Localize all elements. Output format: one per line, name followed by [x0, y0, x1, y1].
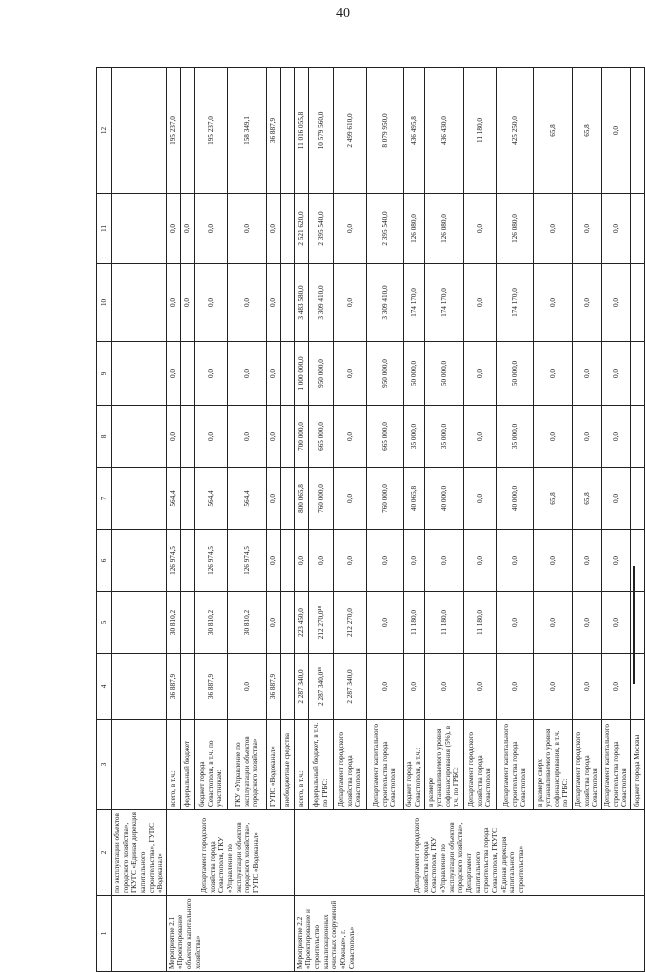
value-cell: 0,0: [366, 654, 403, 720]
value-cell: 0,0: [333, 342, 366, 406]
value-cell: 0,0: [496, 654, 533, 720]
col-header: 1: [97, 896, 112, 972]
source-cell: Департамент капитального строительства города Севастополя: [496, 720, 533, 810]
value-cell: 0,0: [166, 342, 180, 406]
value-cell: 0,0: [366, 592, 403, 654]
value-cell: 0,0: [266, 530, 280, 592]
value-cell: 223 450,0: [294, 592, 308, 654]
value-cell: 436 430,0: [424, 68, 463, 194]
value-cell: 40 000,0: [424, 468, 463, 530]
value-cell: 665 000,0: [308, 406, 333, 468]
source-cell: ГКУ «Управление по эксплуатации объектов городского хозяйства»: [227, 720, 266, 810]
value-cell: 0,0: [180, 264, 194, 342]
source-cell: Департамент городского хозяйства города Севастополя: [572, 720, 601, 810]
value-cell: 0,0: [572, 264, 601, 342]
budget-table-sheet: [96, 68, 642, 972]
value-cell: 126 974,5: [227, 530, 266, 592]
value-cell: 126 080,0: [424, 194, 463, 264]
table-row: [294, 68, 308, 972]
value-cell: 158 349,1: [227, 68, 266, 194]
col-header: 10: [97, 264, 112, 342]
value-cell: 0,0: [227, 194, 266, 264]
value-cell: 0,0: [601, 654, 630, 720]
value-cell: 0,0: [194, 406, 227, 468]
value-cell: 0,0: [572, 530, 601, 592]
value-cell: 36 887,9: [266, 68, 280, 194]
value-cell: 174 170,0: [403, 264, 424, 342]
value-cell: 2 287 340,0: [333, 654, 366, 720]
value-cell: 11 016 055,8: [294, 68, 308, 194]
participant-cell: Департамент городского хозяйства города Севастополя, ГКУ «Управление по эксплуатации объектов городского хозяйства», ГУПС «Водоканал»: [166, 810, 294, 896]
source-cell: ГУПС «Водоканал»: [266, 720, 280, 810]
value-cell: [180, 654, 194, 720]
table-cell: [112, 896, 167, 972]
value-cell: 0,0: [424, 530, 463, 592]
col-header: 12: [97, 68, 112, 194]
source-cell: Департамент городского хозяйства города Севастополя: [463, 720, 496, 810]
value-cell: 0,0: [294, 530, 308, 592]
value-cell: 0,0: [601, 68, 630, 194]
value-cell: 0,0: [496, 592, 533, 654]
value-cell: 65,8: [533, 68, 572, 194]
value-cell: 65,8: [572, 468, 601, 530]
value-cell: 50 000,0: [424, 342, 463, 406]
value-cell: 0,0: [572, 194, 601, 264]
value-cell: 126 080,0: [403, 194, 424, 264]
value-cell: 0,0: [533, 592, 572, 654]
value-cell: 0,0: [194, 194, 227, 264]
value-cell: 0,0: [601, 406, 630, 468]
value-cell: 425 250,0: [496, 68, 533, 194]
value-cell: 0,0: [333, 468, 366, 530]
value-cell: [180, 592, 194, 654]
value-cell: 174 170,0: [424, 264, 463, 342]
value-cell: 2 395 540,0: [366, 194, 403, 264]
value-cell: 950 000,0: [308, 342, 333, 406]
value-cell: 126 974,5: [166, 530, 180, 592]
activity-cell: Мероприятие 2.2 «Проектирование и строительство канализационных очистных сооружений «Южные», г. Севастополь»: [294, 896, 644, 972]
source-cell: Департамент капитального строительства города Севастополя: [601, 720, 630, 810]
col-header: 6: [97, 530, 112, 592]
value-cell: 2 287 340,0: [294, 654, 308, 720]
source-cell: Департамент городского хозяйства города Севастополя: [333, 720, 366, 810]
value-cell: 195 237,0: [194, 68, 227, 194]
value-cell: 760 000,0: [308, 468, 333, 530]
value-cell: 0,0: [227, 342, 266, 406]
value-cell: 0,0: [572, 406, 601, 468]
value-cell: 436 495,8: [403, 68, 424, 194]
column-number-row: [97, 68, 112, 972]
table-cell: [112, 720, 167, 810]
value-cell: 2 499 610,0: [333, 68, 366, 194]
value-cell: 8 079 950,0: [366, 68, 403, 194]
value-cell: 50 000,0: [496, 342, 533, 406]
value-cell: 36 887,9: [166, 654, 180, 720]
value-cell: 126 080,0: [496, 194, 533, 264]
value-cell: 10 579 560,0: [308, 68, 333, 194]
value-cell: 0,0: [463, 654, 496, 720]
value-cell: 212 270,0¹⁸: [308, 592, 333, 654]
value-cell: 564,4: [227, 468, 266, 530]
value-cell: 564,4: [194, 468, 227, 530]
source-cell: всего, в т.ч.:: [294, 720, 308, 810]
source-cell: в размере сверх устанавливаемого уровня софинансирования, в т.ч. по ГРБС:: [533, 720, 572, 810]
value-cell: 35 000,0: [496, 406, 533, 468]
col-header: 9: [97, 342, 112, 406]
value-cell: 40 000,0: [496, 468, 533, 530]
value-cell: 0,0: [194, 264, 227, 342]
value-cell: 564,4: [166, 468, 180, 530]
col-header: 3: [97, 720, 112, 810]
value-cell: 3 309 410,0: [308, 264, 333, 342]
value-cell: 30 810,2: [166, 592, 180, 654]
source-cell: бюджет города Севастополя, в т.ч. по участникам:: [194, 720, 227, 810]
value-cell: 0,0: [166, 406, 180, 468]
value-cell: 1 000 000,0: [294, 342, 308, 406]
value-cell: 11 180,0: [403, 592, 424, 654]
col-header: 2: [97, 810, 112, 896]
value-cell: 0,0: [266, 194, 280, 264]
value-cell: 50 000,0: [403, 342, 424, 406]
value-cell: 2 395 540,0: [308, 194, 333, 264]
col-header: 4: [97, 654, 112, 720]
value-cell: 0,0: [227, 406, 266, 468]
value-cell: 0,0: [366, 530, 403, 592]
value-cell: 30 810,2: [194, 592, 227, 654]
value-cell: 0,0: [180, 194, 194, 264]
participant-cell: по эксплуатации объектов городского хозяйства», ГКУГС «Единая дирекция капитального строительства», ГУПС «Водоканал»: [112, 810, 167, 896]
value-cell: 174 170,0: [496, 264, 533, 342]
value-cell: 0,0: [533, 406, 572, 468]
value-cell: 950 000,0: [366, 342, 403, 406]
value-cell: 0,0: [266, 264, 280, 342]
source-cell: внебюджетные средства: [280, 720, 294, 810]
value-cell: 36 887,9: [266, 654, 280, 720]
value-cell: 11 180,0: [424, 592, 463, 654]
value-cell: 195 237,0: [166, 68, 180, 194]
col-header: 5: [97, 592, 112, 654]
value-cell: [180, 530, 194, 592]
col-header: 11: [97, 194, 112, 264]
value-cell: 0,0: [333, 406, 366, 468]
value-cell: 0,0: [601, 468, 630, 530]
table-row: [166, 68, 180, 972]
source-cell: федеральный бюджет: [180, 720, 194, 810]
value-cell: 0,0: [266, 592, 280, 654]
value-cell: 0,0: [533, 530, 572, 592]
value-cell: 11 180,0: [463, 68, 496, 194]
value-cell: 0,0: [601, 194, 630, 264]
value-cell: 212 270,0: [333, 592, 366, 654]
value-cell: 11 180,0: [463, 592, 496, 654]
value-cell: 0,0: [533, 342, 572, 406]
value-cell: 0,0: [227, 264, 266, 342]
source-cell: Департамент капитального строительства города Севастополя: [366, 720, 403, 810]
value-cell: 0,0: [533, 654, 572, 720]
source-cell: всего, в т.ч.:: [166, 720, 180, 810]
margin-mark: [633, 566, 635, 684]
page-number: 40: [336, 6, 350, 21]
value-cell: 35 000,0: [424, 406, 463, 468]
budget-table: [96, 67, 645, 972]
value-cell: 2 287 340,0¹⁸: [308, 654, 333, 720]
value-cell: 0,0: [601, 342, 630, 406]
value-cell: 36 887,9: [194, 654, 227, 720]
value-cell: 0,0: [572, 342, 601, 406]
value-cell: 30 810,2: [227, 592, 266, 654]
value-cell: 0,0: [463, 194, 496, 264]
value-cell: 0,0: [166, 194, 180, 264]
value-cell: 0,0: [533, 264, 572, 342]
value-cell: 0,0: [266, 468, 280, 530]
value-cell: [180, 468, 194, 530]
value-cell: 126 974,5: [194, 530, 227, 592]
source-cell: бюджет города Москвы: [630, 720, 644, 810]
source-cell: бюджет города Севастополя, в т.ч.:: [403, 720, 424, 810]
value-cell: 0,0: [266, 406, 280, 468]
value-cell: 760 000,0: [366, 468, 403, 530]
value-cell: 0,0: [308, 530, 333, 592]
value-cell: 0,0: [533, 194, 572, 264]
participant-cell: Департамент городского хозяйства города Севастополя, ГКУ «Управление по эксплуатации объектов городского хозяйства», Департамент капитального строительства города Севастополя, ГКУГС «Единая дирекция капитального строительства»: [294, 810, 644, 896]
value-cell: 0,0: [463, 530, 496, 592]
col-header: 7: [97, 468, 112, 530]
value-cell: 0,0: [403, 530, 424, 592]
activity-cell: Мероприятие 2.1 «Проектирование объектов капитального хозяйства»: [166, 896, 294, 972]
value-cell: 0,0: [463, 406, 496, 468]
value-cell: 0,0: [333, 264, 366, 342]
value-cell: 0,0: [601, 592, 630, 654]
value-cell: 0,0: [496, 530, 533, 592]
value-cell: 0,0: [463, 342, 496, 406]
source-cell: в размере устанавливаемого уровня софинансирования (5%), в т.ч. по ГРБС:: [424, 720, 463, 810]
value-cell: 2 521 620,0: [294, 194, 308, 264]
value-cell: 3 483 580,0: [294, 264, 308, 342]
value-cell: 0,0: [601, 264, 630, 342]
col-header: 8: [97, 406, 112, 468]
value-cell: 0,0: [227, 654, 266, 720]
value-cell: 65,8: [572, 68, 601, 194]
value-cell: 40 065,8: [403, 468, 424, 530]
value-cell: [180, 342, 194, 406]
value-cell: 0,0: [333, 194, 366, 264]
value-cell: 0,0: [572, 654, 601, 720]
value-cell: 0,0: [266, 342, 280, 406]
value-cell: 665 000,0: [366, 406, 403, 468]
value-cell: 0,0: [333, 530, 366, 592]
table-row: [112, 68, 167, 972]
value-cell: 0,0: [601, 530, 630, 592]
value-cell: 0,0: [424, 654, 463, 720]
value-cell: 0,0: [463, 264, 496, 342]
source-cell: федеральный бюджет, в т.ч. по ГРБС:: [308, 720, 333, 810]
value-cell: 0,0: [403, 654, 424, 720]
value-cell: [180, 406, 194, 468]
value-cell: 3 309 410,0: [366, 264, 403, 342]
value-cell: 35 000,0: [403, 406, 424, 468]
value-cell: 0,0: [194, 342, 227, 406]
value-cell: 0,0: [572, 592, 601, 654]
value-cell: 700 000,0: [294, 406, 308, 468]
value-cell: 800 065,8: [294, 468, 308, 530]
value-cell: 65,8: [533, 468, 572, 530]
value-cell: 0,0: [463, 468, 496, 530]
value-cell: [180, 68, 194, 194]
value-cell: 0,0: [166, 264, 180, 342]
